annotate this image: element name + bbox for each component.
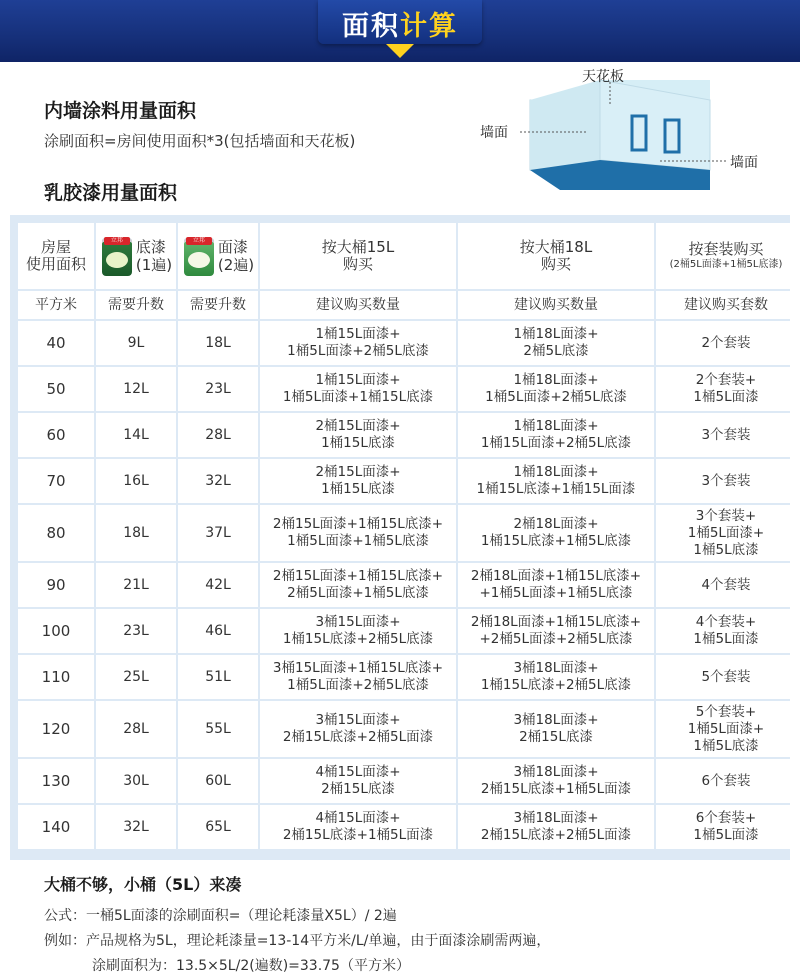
area-cell: 100 — [18, 609, 94, 653]
ceiling-label: 天花板 — [582, 69, 624, 85]
primer-cell: 28L — [96, 701, 176, 757]
header-big15 — [260, 223, 456, 289]
plan18-cell: 1桶18L面漆+ 1桶5L面漆+2桶5L底漆 — [458, 367, 654, 411]
finish-cell: 55L — [178, 701, 258, 757]
finish-head — [178, 236, 258, 276]
header-big18 — [458, 223, 654, 289]
table-body — [18, 321, 796, 849]
plan15-cell: 1桶15L面漆+ 1桶5L面漆+2桶5L底漆 — [260, 321, 456, 365]
primer-cell: 14L — [96, 413, 176, 457]
set-cell: 6个套装+ 1桶5L面漆 — [656, 805, 796, 849]
table-row — [18, 701, 796, 757]
area-cell: 130 — [18, 759, 94, 803]
coverage-formula: 涂刷面积=房间使用面积*3(包括墙面和天花板) — [44, 132, 356, 150]
table-row — [18, 759, 796, 803]
footer-result: 涂刷面积为：13.5×5L/2(遍数)=33.75（平方米） — [92, 958, 410, 974]
header-set-main: 按套装购买 — [688, 240, 764, 258]
finish-can-icon: 立邦 — [182, 236, 216, 276]
set-cell: 2个套装+ 1桶5L面漆 — [656, 367, 796, 411]
paint-quantity-table — [10, 215, 790, 860]
plan15-cell: 2桶15L面漆+ 1桶15L底漆 — [260, 413, 456, 457]
table-row — [18, 609, 796, 653]
footer-example: 例如：产品规格为5L，理论耗漆量=13-14平方米/L/单遍，由于面漆涂刷需两遍， — [44, 933, 551, 949]
left-wall — [530, 80, 600, 170]
finish-cell: 65L — [178, 805, 258, 849]
quantity-table — [16, 221, 798, 851]
room-illustration — [470, 60, 800, 200]
set-cell: 2个套装 — [656, 321, 796, 365]
area-cell: 120 — [18, 701, 94, 757]
left-wall-label: 墙面 — [480, 125, 508, 141]
area-cell: 90 — [18, 563, 94, 607]
header-primer-text: 底漆 (1遍) — [135, 238, 173, 274]
primer-cell: 9L — [96, 321, 176, 365]
plan18-cell: 3桶18L面漆+ 2桶15L底漆+1桶5L面漆 — [458, 759, 654, 803]
plan18-cell: 1桶18L面漆+ 1桶15L面漆+2桶5L底漆 — [458, 413, 654, 457]
plan15-cell: 1桶15L面漆+ 1桶5L面漆+1桶15L底漆 — [260, 367, 456, 411]
plan18-cell: 3桶18L面漆+ 2桶15L底漆+2桶5L面漆 — [458, 805, 654, 849]
set-cell: 5个套装 — [656, 655, 796, 699]
primer-can-icon: 立邦 — [100, 236, 134, 276]
header-finish — [178, 223, 258, 289]
table-row — [18, 413, 796, 457]
footer-formula: 公式：一桶5L面漆的涂刷面积=（理论耗漆量X5L）/ 2遍 — [44, 908, 397, 924]
set-cell: 4个套装+ 1桶5L面漆 — [656, 609, 796, 653]
plan15-cell: 2桶15L面漆+1桶15L底漆+ 2桶5L面漆+1桶5L底漆 — [260, 563, 456, 607]
plan15-cell: 2桶15L面漆+ 1桶15L底漆 — [260, 459, 456, 503]
subheader-cell: 建议购买数量 — [458, 291, 654, 319]
header-set-sub: (2桶5L面漆+1桶5L底漆) — [669, 259, 783, 270]
table-row — [18, 321, 796, 365]
subheader-cell: 建议购买数量 — [260, 291, 456, 319]
plan18-cell: 3桶18L面漆+ 2桶15L底漆 — [458, 701, 654, 757]
table-row — [18, 805, 796, 849]
primer-cell: 21L — [96, 563, 176, 607]
primer-cell: 30L — [96, 759, 176, 803]
plan15-cell: 3桶15L面漆+1桶15L底漆+ 1桶5L面漆+2桶5L底漆 — [260, 655, 456, 699]
section-title-latex: 乳胶漆用量面积 — [44, 182, 178, 204]
header-primer — [96, 223, 176, 289]
primer-cell: 23L — [96, 609, 176, 653]
subheader-row — [18, 291, 796, 319]
finish-cell: 42L — [178, 563, 258, 607]
plan15-cell: 3桶15L面漆+ 1桶15L底漆+2桶5L底漆 — [260, 609, 456, 653]
finish-cell: 60L — [178, 759, 258, 803]
area-cell: 50 — [18, 367, 94, 411]
area-cell: 70 — [18, 459, 94, 503]
finish-cell: 18L — [178, 321, 258, 365]
right-wall-label: 墙面 — [730, 155, 758, 171]
set-cell: 3个套装 — [656, 413, 796, 457]
plan18-cell: 1桶18L面漆+ 2桶5L底漆 — [458, 321, 654, 365]
title-part1: 面积 — [342, 11, 400, 42]
area-cell: 80 — [18, 505, 94, 561]
subheader-cell: 平方米 — [18, 291, 94, 319]
table-row — [18, 459, 796, 503]
table-row — [18, 505, 796, 561]
area-cell: 140 — [18, 805, 94, 849]
table-row — [18, 563, 796, 607]
subheader-cell: 需要升数 — [96, 291, 176, 319]
table-row — [18, 655, 796, 699]
finish-cell: 23L — [178, 367, 258, 411]
subheader-cell: 建议购买套数 — [656, 291, 796, 319]
plan15-cell: 2桶15L面漆+1桶15L底漆+ 1桶5L面漆+1桶5L底漆 — [260, 505, 456, 561]
footer-title: 大桶不够，小桶（5L）来凑 — [44, 875, 242, 894]
header-area — [18, 223, 94, 289]
set-cell: 3个套装+ 1桶5L面漆+ 1桶5L底漆 — [656, 505, 796, 561]
plan18-cell: 2桶18L面漆+1桶15L底漆+ +1桶5L面漆+1桶5L底漆 — [458, 563, 654, 607]
header-area-text: 房屋 使用面积 — [25, 238, 86, 273]
set-cell: 5个套装+ 1桶5L面漆+ 1桶5L底漆 — [656, 701, 796, 757]
header-set — [656, 223, 796, 289]
plan15-cell: 3桶15L面漆+ 2桶15L底漆+2桶5L面漆 — [260, 701, 456, 757]
section-title-interior: 内墙涂料用量面积 — [44, 100, 197, 122]
finish-cell: 37L — [178, 505, 258, 561]
primer-cell: 12L — [96, 367, 176, 411]
room-diagram — [470, 60, 800, 200]
plan18-cell: 3桶18L面漆+ 1桶15L底漆+2桶5L底漆 — [458, 655, 654, 699]
plan18-cell: 2桶18L面漆+1桶15L底漆+ +2桶5L面漆+2桶5L底漆 — [458, 609, 654, 653]
area-cell: 60 — [18, 413, 94, 457]
primer-cell: 16L — [96, 459, 176, 503]
table-row — [18, 367, 796, 411]
subheader-cell: 需要升数 — [178, 291, 258, 319]
finish-cell: 51L — [178, 655, 258, 699]
header-big18-text: 按大桶18L 购买 — [519, 238, 593, 273]
primer-head — [96, 236, 176, 276]
finish-cell: 46L — [178, 609, 258, 653]
primer-cell: 25L — [96, 655, 176, 699]
set-cell: 4个套装 — [656, 563, 796, 607]
set-cell: 6个套装 — [656, 759, 796, 803]
finish-cell: 32L — [178, 459, 258, 503]
primer-cell: 18L — [96, 505, 176, 561]
plan15-cell: 4桶15L面漆+ 2桶15L底漆+1桶5L面漆 — [260, 805, 456, 849]
plan18-cell: 2桶18L面漆+ 1桶15L底漆+1桶5L底漆 — [458, 505, 654, 561]
primer-cell: 32L — [96, 805, 176, 849]
header-finish-text: 面漆 (2遍) — [217, 238, 255, 274]
area-cell: 40 — [18, 321, 94, 365]
header-big15-text: 按大桶15L 购买 — [321, 238, 395, 273]
header-row — [18, 223, 796, 289]
arrow-down-icon — [386, 44, 414, 58]
area-cell: 110 — [18, 655, 94, 699]
plan18-cell: 1桶18L面漆+ 1桶15L底漆+1桶15L面漆 — [458, 459, 654, 503]
title-part2: 计算 — [400, 11, 458, 42]
set-cell: 3个套装 — [656, 459, 796, 503]
finish-cell: 28L — [178, 413, 258, 457]
plan15-cell: 4桶15L面漆+ 2桶15L底漆 — [260, 759, 456, 803]
page-title — [318, 4, 482, 43]
